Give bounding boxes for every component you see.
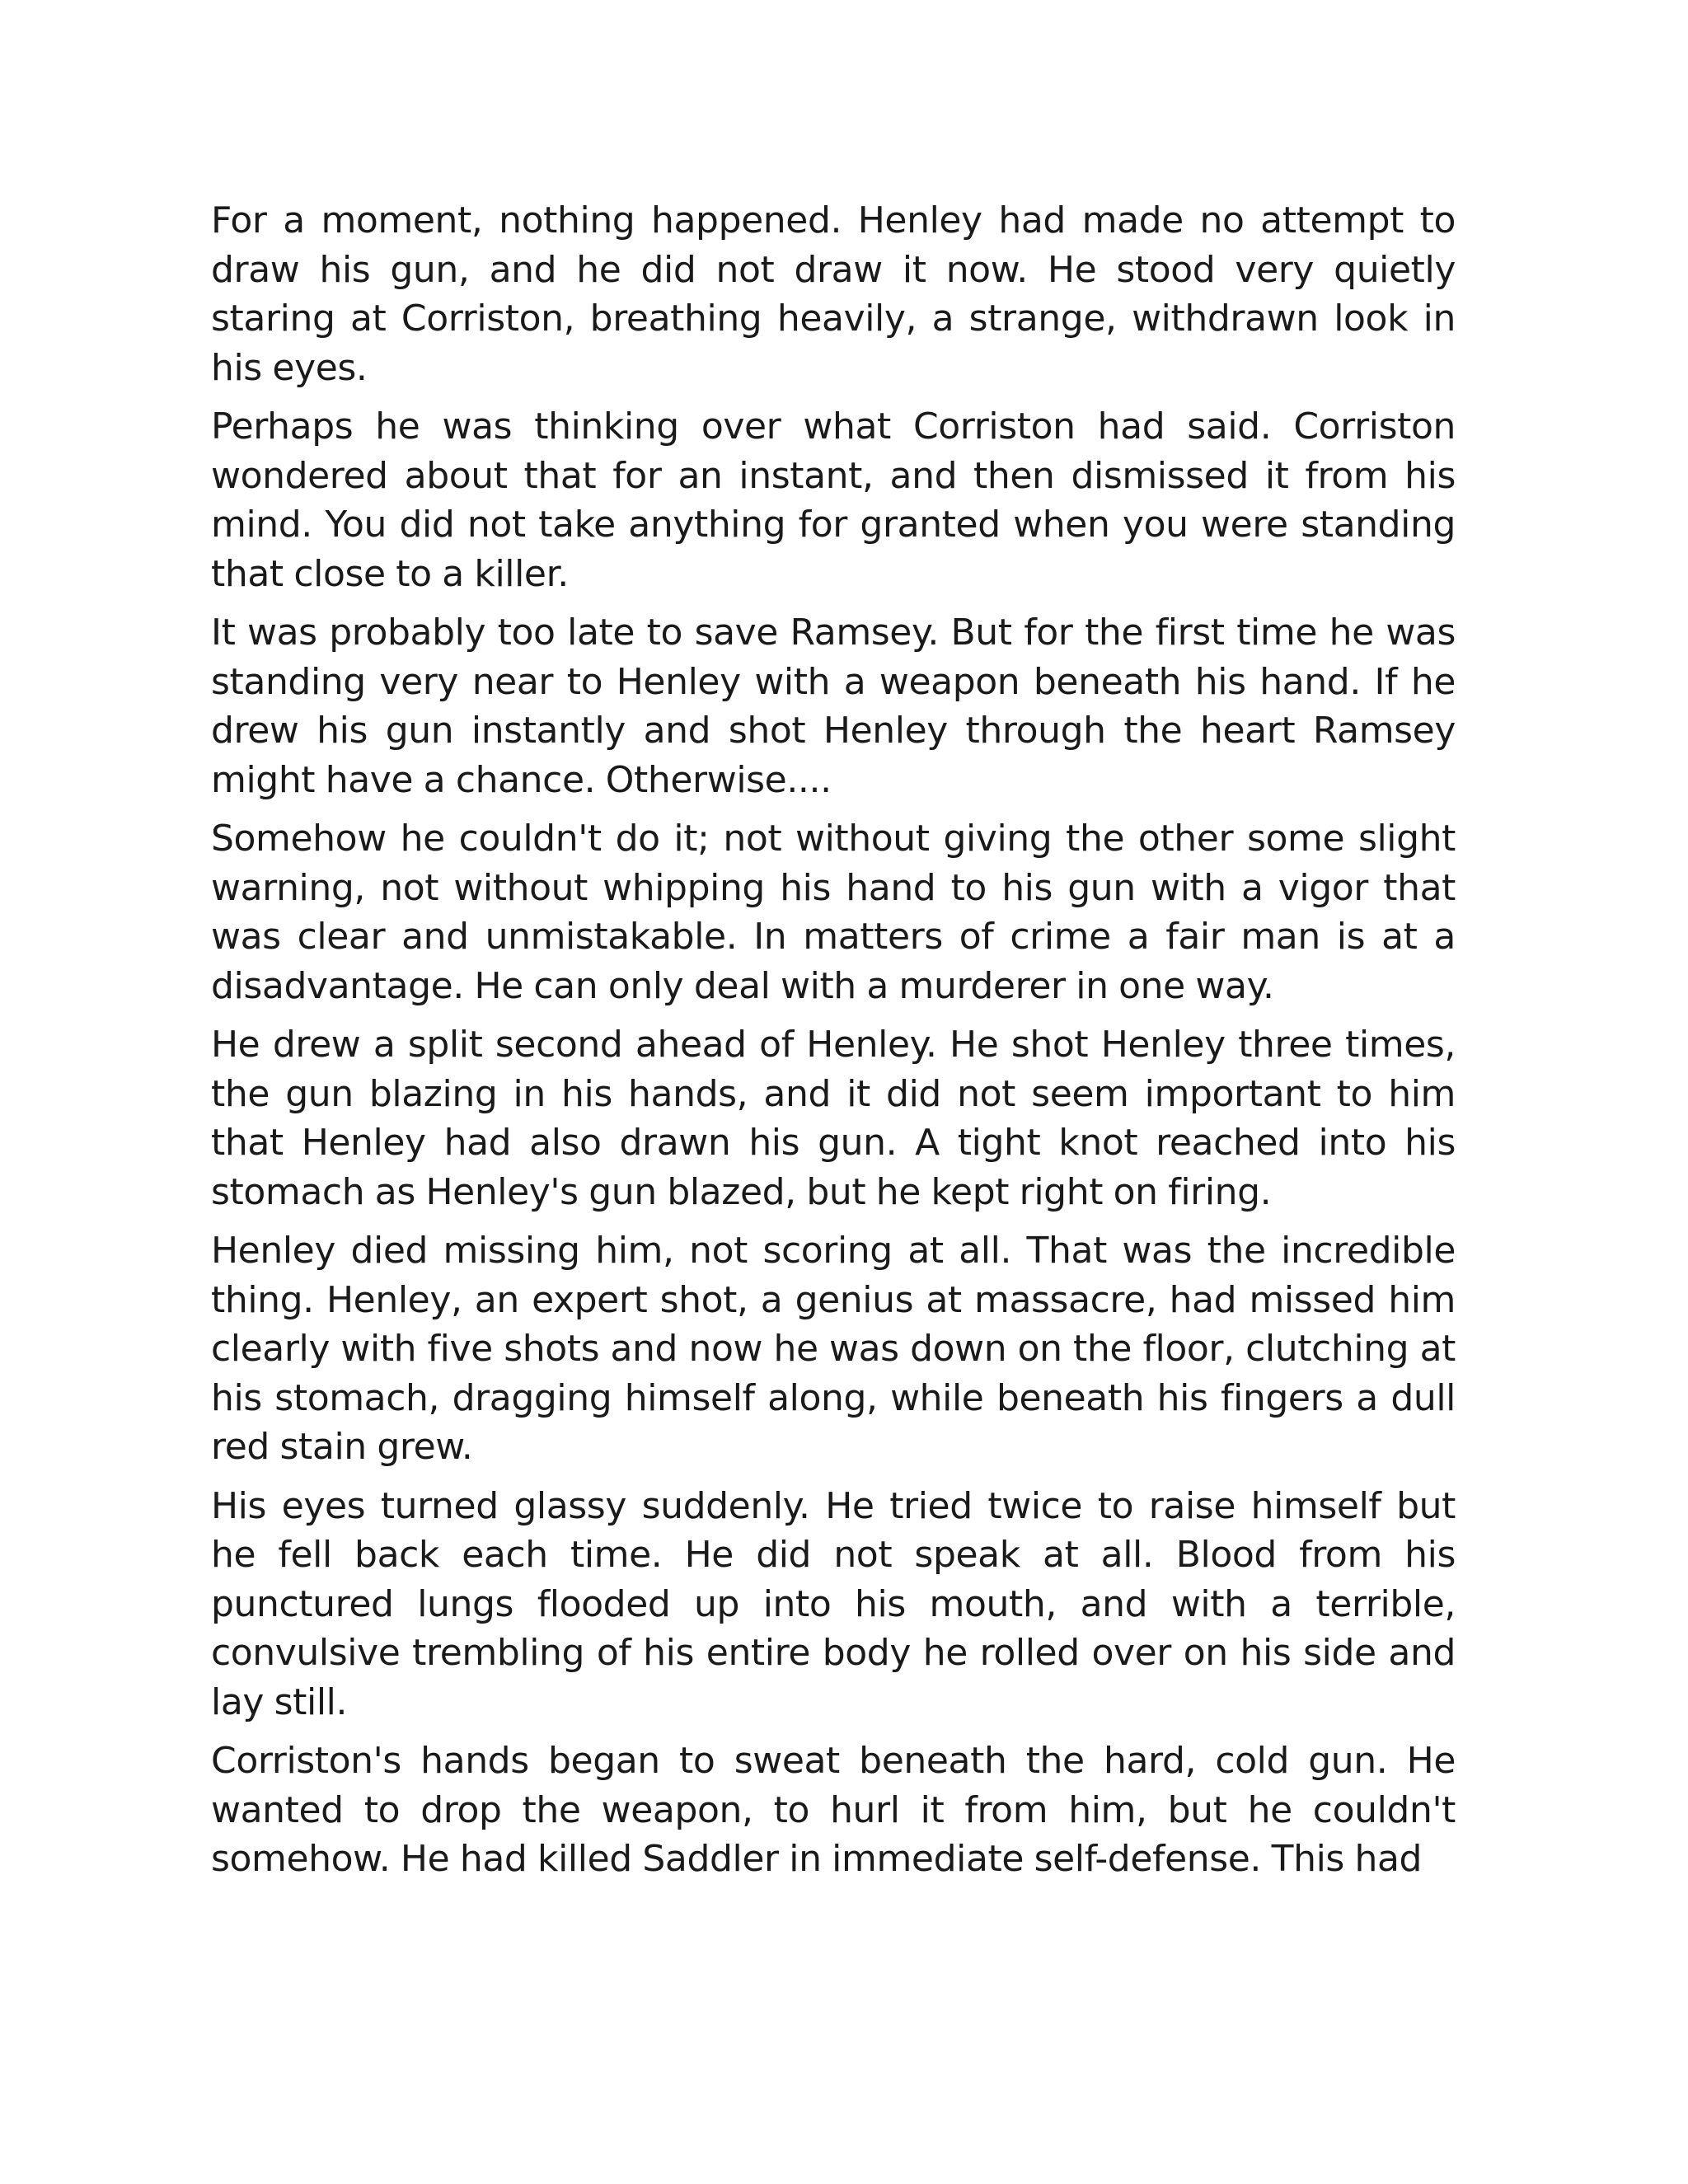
paragraph-2: Perhaps he was thinking over what Corriston had said. Corriston wondered about that for an instant, and then dismissed it from his mind. You did not take anything for granted when you were standing that close to a killer. (211, 405, 1456, 595)
paragraph-7: His eyes turned glassy suddenly. He tried twice to raise himself but he fell back each time. He did not speak at all. Blood from his punctured lungs flooded up into his mouth, and with a terrible, convulsive trembling of his entire body he rolled over on his side and lay still. (211, 1484, 1456, 1723)
body-text (211, 196, 1456, 1894)
paragraph-6: Henley died missing him, not scoring at all. That was the incredible thing. Henley, an expert shot, a genius at massacre, had missed him clearly with five shots and now he was down on the floor, clutching at his stomach, dragging himself along, while beneath his fingers a dull red stain grew. (211, 1230, 1456, 1468)
paragraph-5: He drew a split second ahead of Henley. He shot Henley three times, the gun blazing in his hands, and it did not seem important to him that Henley had also drawn his gun. A tight knot reached into his stomach as Henley's gun blazed, but he kept right on firing. (211, 1024, 1456, 1213)
paragraph-1: For a moment, nothing happened. Henley had made no attempt to draw his gun, and he did not draw it now. He stood very quietly staring at Corriston, breathing heavily, a strange, withdrawn look in his eyes. (211, 199, 1456, 389)
paragraph-8: Corriston's hands began to sweat beneath the hard, cold gun. He wanted to drop the weapon, to hurl it from him, but he couldn't somehow. He had killed Saddler in immediate self-defense. This had (211, 1740, 1456, 1880)
paragraph-3: It was probably too late to save Ramsey. But for the first time he was standing very near to Henley with a weapon beneath his hand. If he drew his gun instantly and shot Henley through the heart Ramsey might have a chance. Otherwise.... (211, 612, 1456, 801)
paragraph-4: Somehow he couldn't do it; not without giving the other some slight warning, not without whipping his hand to his gun with a vigor that was clear and unmistakable. In matters of crime a fair man is at a disadvantage. He can only deal with a murderer in one way. (211, 818, 1456, 1007)
